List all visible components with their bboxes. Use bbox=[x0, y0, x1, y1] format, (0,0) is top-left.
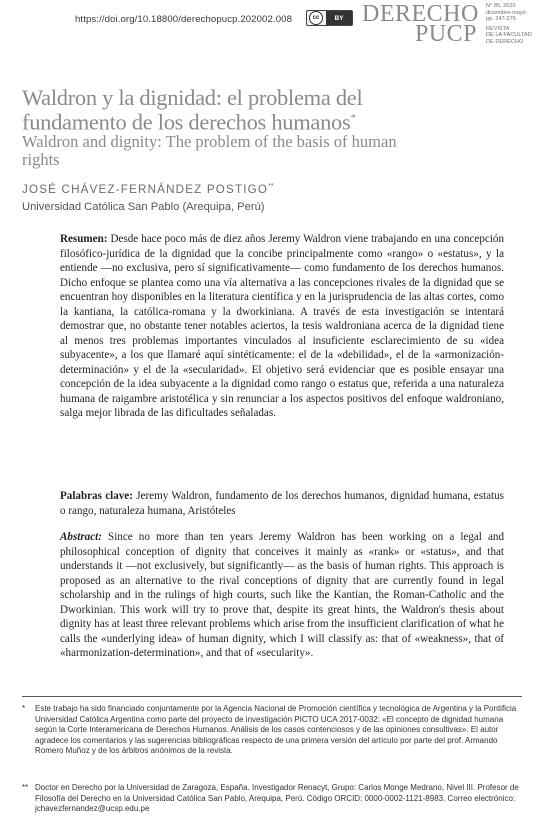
journal-name-line1: DERECHO bbox=[362, 1, 479, 27]
journal-name-line2: PUCP bbox=[414, 21, 477, 47]
author-name bbox=[22, 183, 274, 196]
creative-commons-icon: cc bbox=[309, 11, 323, 25]
author-name-text: JOSÉ CHÁVEZ-FERNÁNDEZ POSTIGO bbox=[22, 183, 269, 196]
title-es-text: Waldron y la dignidad: el problema del fundamento de los derechos humanos bbox=[22, 85, 363, 135]
title-footnote-mark[interactable]: * bbox=[350, 112, 356, 124]
footnote-mark: * bbox=[22, 704, 26, 713]
abstract-es-text: Desde hace poco más de diez años Jeremy Waldron viene trabajando en una concepción filosófico-jurídica de la dignidad que la concibe principalmente como «rango» o «estatus», y la entiende —no exclusiva, pero sí significativamente— como fundamento de los derechos humanos. Dicho enfoque se plantea como una vía alternativa a las concepciones rivales de la dignidad que se encuentran hoy disponibles en la literatura científica y en la jurisprudencia de las altas cortes, como la kantiana, la católica-romana y la dworkiniana. A través de esta investigación se intentará demostrar que, no obstante tener notables aciertos, la tesis waldroniana acerca de la dignidad tiene al menos tres problemas importantes vinculados al insuficiente esclarecimiento de su «idea subyacente», a los que llamaré aquí sintéticamente: el de la «debilidad», el de la «armonización-determinación» y el de la «secularidad». El objetivo será evidenciar que es posible ensayar una concepción de la idea subyacente a la dignidad como rango o estatus que, referida a una naturaleza humana de raigambre aristotélica y sin renunciar a los aspectos positivos del enfoque waldroniano, salga mejor librada de las dificultades señaladas. bbox=[60, 233, 504, 419]
journal-subtitle-line3: DE DERECHO bbox=[486, 38, 524, 45]
cc-by-license-badge[interactable] bbox=[306, 10, 353, 26]
footnote-funding bbox=[22, 704, 522, 757]
journal-issue-info bbox=[486, 3, 532, 46]
journal-logo bbox=[362, 1, 479, 47]
footnote-mark: ** bbox=[22, 783, 29, 792]
issue-number: N° 85, 2020 bbox=[486, 3, 516, 9]
article-title-english: Waldron and dignity: The problem of the basis of human rights bbox=[22, 132, 397, 169]
footnote-text: Doctor en Derecho por la Universidad de Zaragoza, España. Investigador Renacyt, Grupo: Carlos Monge Medrano, Nivel III. Profesor de Filosofía del Derecho en la Universidad Católica San Pablo, Arequipa, Perú. Código ORCID: 0000-0002-1121-8983. Correo electrónico: jchavezfernandez@ucsp.edu.pe bbox=[35, 783, 519, 814]
abstract-spanish bbox=[60, 232, 504, 421]
journal-subtitle-line1: REVISTA bbox=[486, 25, 510, 32]
keywords-es-text: Jeremy Waldron, fundamento de los derechos humanos, dignidad humana, estatus o rango, naturaleza humana, Aristóteles bbox=[60, 490, 504, 517]
footnote-text: Este trabajo ha sido financiado conjuntamente por la Agencia Nacional de Promoción científica y tecnológica de Argentina y la Pontificia Universidad Católica Argentina como parte del proyecto de investigación PICTO UCA 2017-0032: «El concepto de dignidad humana según la Corte Interamericana de Derechos Humanos. Análisis de los casos contenciosos y de las opiniones consultivas». El autor agradece los comentarios y las sugerencias bibliográficas respecto de una primera versión del artículo por parte del prof. Armando Romero Muñoz y de los árbitros anónimos de la revista. bbox=[35, 704, 517, 756]
footnote-divider bbox=[22, 696, 522, 697]
by-attribution-label: BY bbox=[326, 11, 352, 25]
doi-link[interactable]: https://doi.org/10.18800/derechopucp.202002.008 bbox=[75, 14, 292, 25]
issue-period: diciembre-mayo bbox=[486, 9, 526, 16]
page-range: pp. 247-276 bbox=[486, 16, 516, 23]
abstract-en-text: Since no more than ten years Jeremy Waldron has been working on a legal and philosophical conception of dignity that conceives it mainly as «rank» or «status», and that understands it —not exclusively, but significantly— as the basis of human rights. This approach is proposed as an alternative to the rival conceptions of dignity that are currently found in legal scholarship and in the rulings of high courts, such like the Kantian, the Roman-Catholic and the Dworkinian. This work will try to prove that, despite its great hints, the Waldron's thesis about dignity has at least three relevant problems which arise from the insufficient clarification of what he calls the «underlying idea» of human dignity, which I will classify as: that of «weakness», that of «harmonization-determination», and that of «secularity». bbox=[60, 531, 505, 659]
author-affiliation: Universidad Católica San Pablo (Arequipa, Perú) bbox=[22, 201, 265, 213]
abstract-en-label: Abstract: bbox=[60, 531, 102, 543]
journal-subtitle-line2: DE LA FACULTAD bbox=[486, 32, 532, 39]
keywords-spanish bbox=[60, 489, 504, 518]
abstract-es-label: Resumen: bbox=[60, 233, 108, 245]
author-footnote-mark[interactable]: ** bbox=[268, 183, 274, 191]
article-title-spanish bbox=[22, 85, 422, 135]
keywords-es-label: Palabras clave: bbox=[60, 490, 133, 502]
abstract-english bbox=[60, 530, 504, 661]
footnote-author-bio bbox=[22, 783, 522, 815]
